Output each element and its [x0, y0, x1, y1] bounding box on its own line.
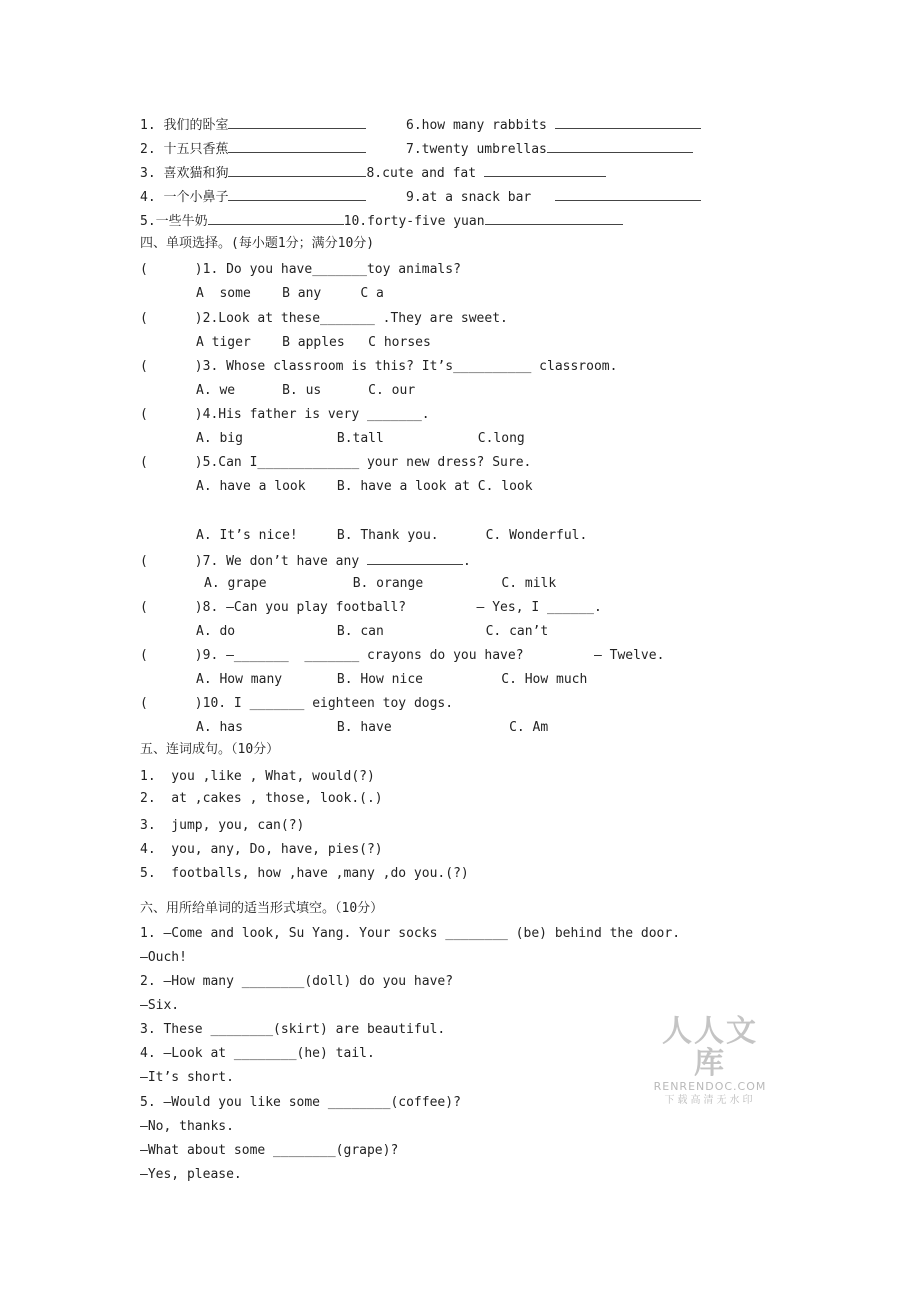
q10-options: A. has B. have C. Am [196, 720, 549, 735]
section6-line-7: —It’s short. [140, 1070, 234, 1085]
q1-options: A some B any C a [196, 286, 384, 301]
vocab-3: 3. 喜欢猫和狗 8.cute and fat [140, 164, 606, 182]
section6-line-6: 4. —Look at ________(he) tail. [140, 1046, 375, 1061]
section6-line-5: 3. These ________(skirt) are beautiful. [140, 1022, 446, 1037]
q2-stem: ( )2.Look at these_______ .They are sweet. [140, 311, 508, 326]
section6-line-11: —Yes, please. [140, 1167, 242, 1182]
watermark-tagline: 下载高清无水印 [664, 1095, 756, 1106]
vocab-2: 2. 十五只香蕉 [140, 140, 366, 158]
q7-stem: ( )7. We don’t have any . [140, 554, 471, 569]
section6-line-1: 1. —Come and look, Su Yang. Your socks ________ (be) behind the door. [140, 926, 681, 941]
section5-line-1: 1. you ,like , What, would(?) [140, 769, 375, 784]
section6-line-10: —What about some ________(grape)? [140, 1143, 399, 1158]
q4-stem: ( )4.His father is very _______. [140, 407, 430, 422]
q7-options: A. grape B. orange C. milk [204, 576, 557, 591]
section5-line-5: 5. footballs, how ,have ,many ,do you.(?) [140, 866, 469, 881]
q2-options: A tiger B apples C horses [196, 335, 431, 350]
vocab-4: 4. 一个小鼻子 [140, 188, 366, 206]
section6-line-9: —No, thanks. [140, 1119, 234, 1134]
section5-line-4: 4. you, any, Do, have, pies(?) [140, 842, 383, 857]
vocab-6: 6.how many rabbits [406, 116, 701, 134]
vocab-5: 5.一些牛奶 10.forty-five yuan [140, 212, 623, 230]
q9-stem: ( )9. —_______ _______ crayons do you have? — Twelve. [140, 648, 665, 663]
section6-line-4: —Six. [140, 998, 180, 1013]
q3-stem: ( )3. Whose classroom is this? It’s__________ classroom. [140, 359, 618, 374]
q10-stem: ( )10. I _______ eighteen toy dogs. [140, 696, 454, 711]
q5-options: A. have a look B. have a look at C. look [196, 479, 533, 494]
q6-options: A. It’s nice! B. Thank you. C. Wonderful. [196, 528, 588, 543]
watermark-title: 人人文库 [662, 1014, 758, 1081]
section6-heading: 六、用所给单词的适当形式填空。（10分） [140, 901, 384, 916]
q8-options: A. do B. can C. can’t [196, 624, 549, 639]
q5-stem: ( )5.Can I_____________ your new dress? Sure. [140, 455, 532, 470]
vocab-1: 1. 我们的卧室 [140, 116, 366, 134]
q9-options: A. How many B. How nice C. How much [196, 672, 588, 687]
section5-line-3: 3. jump, you, can(?) [140, 818, 305, 833]
section5-line-2: 2. at ,cakes , those, look.(.) [140, 791, 383, 806]
vocab-7: 7.twenty umbrellas [406, 140, 693, 158]
section5-heading: 五、连词成句。（10分） [140, 742, 280, 757]
q3-options: A. we B. us C. our [196, 383, 416, 398]
watermark-domain: RENRENDOC.COM [653, 1080, 767, 1093]
q4-options: A. big B.tall C.long [196, 431, 525, 446]
watermark [648, 1016, 772, 1108]
section6-line-2: —Ouch! [140, 950, 187, 965]
section4-heading: 四、单项选择。(每小题1分；满分10分) [140, 236, 375, 251]
q1-stem: ( )1. Do you have_______toy animals? [140, 262, 461, 277]
section6-line-8: 5. —Would you like some ________(coffee)? [140, 1095, 461, 1110]
section6-line-3: 2. —How many ________(doll) do you have? [140, 974, 454, 989]
vocab-9: 9.at a snack bar [406, 188, 701, 206]
q8-stem: ( )8. —Can you play football? — Yes, I ______. [140, 600, 602, 615]
